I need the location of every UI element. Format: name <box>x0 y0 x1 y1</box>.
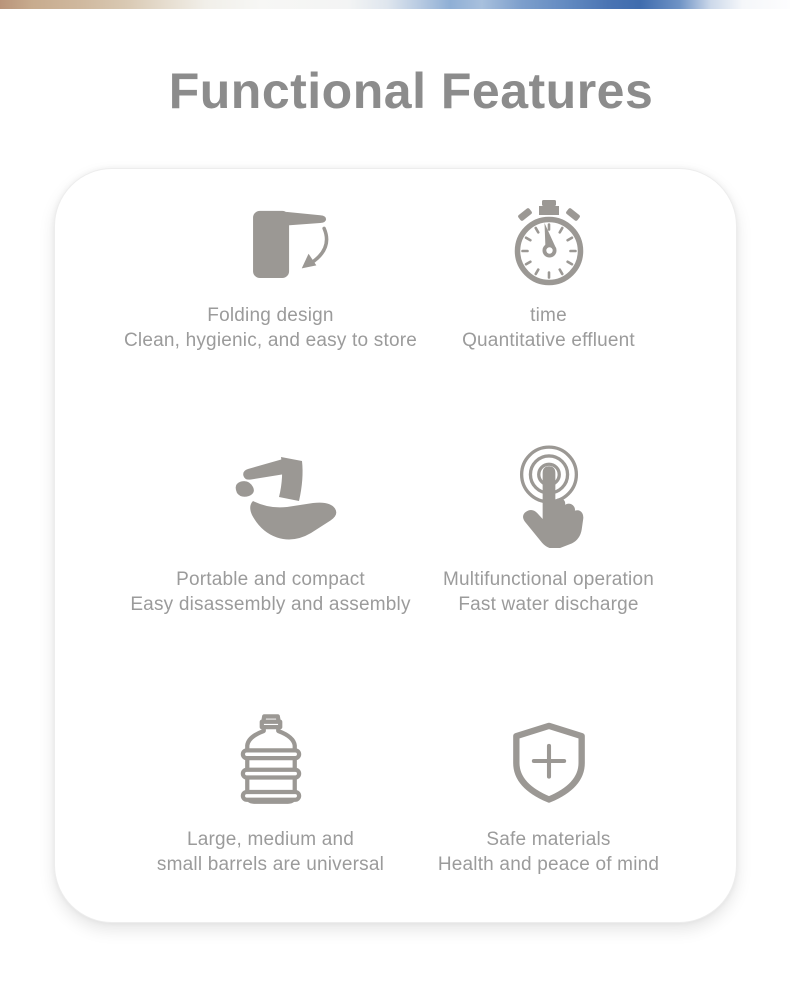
hand-holding-faucet-icon <box>231 441 337 551</box>
feature-title: Portable and compact <box>176 569 365 590</box>
feature-subtitle: Clean, hygienic, and easy to store <box>123 330 418 351</box>
feature-card <box>54 168 737 923</box>
feature-safe-materials <box>410 711 688 877</box>
feature-title: Safe materials <box>486 829 611 850</box>
feature-subtitle: Quantitative effluent <box>462 330 635 351</box>
feature-quantitative-effluent <box>410 199 688 353</box>
feature-folding-design <box>123 199 418 353</box>
feature-title: Folding design <box>207 305 334 326</box>
shield-plus-icon <box>510 711 588 811</box>
feature-portable-compact <box>132 441 410 617</box>
feature-row-2 <box>55 441 736 617</box>
feature-multifunctional <box>410 441 688 617</box>
feature-subtitle: Easy disassembly and assembly <box>130 594 411 615</box>
feature-subtitle: Fast water discharge <box>458 594 639 615</box>
feature-title: Large, medium and <box>186 829 355 850</box>
feature-subtitle: small barrels are universal <box>156 854 385 875</box>
feature-title: time <box>530 305 567 326</box>
top-photo-strip <box>0 0 790 9</box>
feature-row-1 <box>55 199 736 353</box>
page-title: Functional Features <box>168 63 654 119</box>
stopwatch-icon <box>512 199 586 287</box>
touch-press-icon <box>506 441 592 551</box>
feature-subtitle: Health and peace of mind <box>437 854 660 875</box>
feature-title: Multifunctional operation <box>443 569 654 590</box>
water-barrel-icon <box>240 711 302 811</box>
folding-faucet-icon <box>251 199 333 287</box>
feature-row-3 <box>55 711 736 877</box>
feature-barrels-universal <box>132 711 410 877</box>
